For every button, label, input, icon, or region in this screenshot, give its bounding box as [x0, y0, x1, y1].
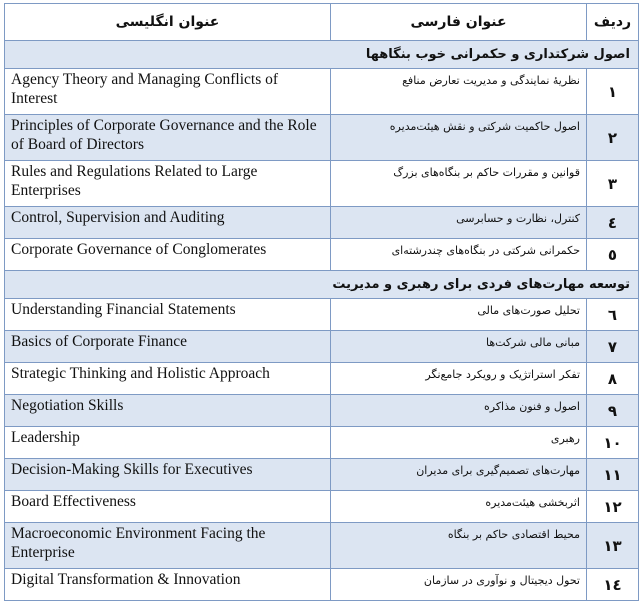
row-persian-title: قوانین و مقررات حاکم بر بنگاه‌های بزرگ [331, 161, 587, 207]
row-num: ٥ [587, 239, 639, 271]
table-row [5, 363, 639, 395]
row-num: ۳ [587, 161, 639, 207]
row-english-title: Macroeconomic Environment Facing the Enterprise [5, 523, 331, 569]
row-persian-title: تفکر استراتژیک و رویکرد جامع‌نگر [331, 363, 587, 395]
table-row [5, 115, 639, 161]
table-row [5, 161, 639, 207]
table-row [5, 523, 639, 569]
table-row [5, 69, 639, 115]
row-english-title: Understanding Financial Statements [5, 299, 331, 331]
row-num: ۱۱ [587, 459, 639, 491]
section-header [5, 271, 639, 299]
table-row [5, 239, 639, 271]
section-title: اصول شرکتداری و حکمرانی خوب بنگاهها [5, 41, 639, 69]
header-num: ردیف [587, 4, 639, 41]
row-persian-title: اثربخشی هیئت‌مدیره [331, 491, 587, 523]
row-num: ۱۲ [587, 491, 639, 523]
row-num: ۸ [587, 363, 639, 395]
table-row [5, 299, 639, 331]
header-row [5, 4, 639, 41]
row-persian-title: رهبری [331, 427, 587, 459]
row-num: ٦ [587, 299, 639, 331]
row-persian-title: مبانی مالی شرکت‌ها [331, 331, 587, 363]
curriculum-table [4, 3, 639, 601]
table-row [5, 491, 639, 523]
row-persian-title: حکمرانی شرکتی در بنگاه‌های چندرشته‌ای [331, 239, 587, 271]
row-num: ۲ [587, 115, 639, 161]
row-num: ۹ [587, 395, 639, 427]
row-english-title: Corporate Governance of Conglomerates [5, 239, 331, 271]
table-row [5, 427, 639, 459]
section-header [5, 41, 639, 69]
row-english-title: Board Effectiveness [5, 491, 331, 523]
row-english-title: Basics of Corporate Finance [5, 331, 331, 363]
row-num: ۱٤ [587, 569, 639, 601]
section-title: توسعه مهارت‌های فردی برای رهبری و مدیریت [5, 271, 639, 299]
row-persian-title: مهارت‌های تصمیم‌گیری برای مدیران [331, 459, 587, 491]
row-persian-title: اصول حاکمیت شرکتی و نقش هیئت‌مدیره [331, 115, 587, 161]
table-row [5, 569, 639, 601]
row-english-title: Negotiation Skills [5, 395, 331, 427]
row-english-title: Decision-Making Skills for Executives [5, 459, 331, 491]
row-english-title: Rules and Regulations Related to Large Enterprises [5, 161, 331, 207]
row-num: ۱۰ [587, 427, 639, 459]
header-english-title: عنوان انگلیسی [5, 4, 331, 41]
header-persian-title: عنوان فارسی [331, 4, 587, 41]
row-num: ۷ [587, 331, 639, 363]
row-english-title: Principles of Corporate Governance and the Role of Board of Directors [5, 115, 331, 161]
table-row [5, 331, 639, 363]
row-english-title: Strategic Thinking and Holistic Approach [5, 363, 331, 395]
row-persian-title: نظریهٔ نمایندگی و مدیریت تعارض منافع [331, 69, 587, 115]
row-num: ٤ [587, 207, 639, 239]
row-english-title: Leadership [5, 427, 331, 459]
row-persian-title: محیط اقتصادی حاکم بر بنگاه [331, 523, 587, 569]
row-persian-title: تحلیل صورت‌های مالی [331, 299, 587, 331]
table-row [5, 459, 639, 491]
row-num: ۱۳ [587, 523, 639, 569]
table-row [5, 395, 639, 427]
row-english-title: Agency Theory and Managing Conflicts of Interest [5, 69, 331, 115]
row-persian-title: اصول و فنون مذاکره [331, 395, 587, 427]
row-english-title: Digital Transformation & Innovation [5, 569, 331, 601]
row-persian-title: کنترل، نظارت و حسابرسی [331, 207, 587, 239]
row-persian-title: تحول دیجیتال و نوآوری در سازمان [331, 569, 587, 601]
row-num: ۱ [587, 69, 639, 115]
table-row [5, 207, 639, 239]
row-english-title: Control, Supervision and Auditing [5, 207, 331, 239]
